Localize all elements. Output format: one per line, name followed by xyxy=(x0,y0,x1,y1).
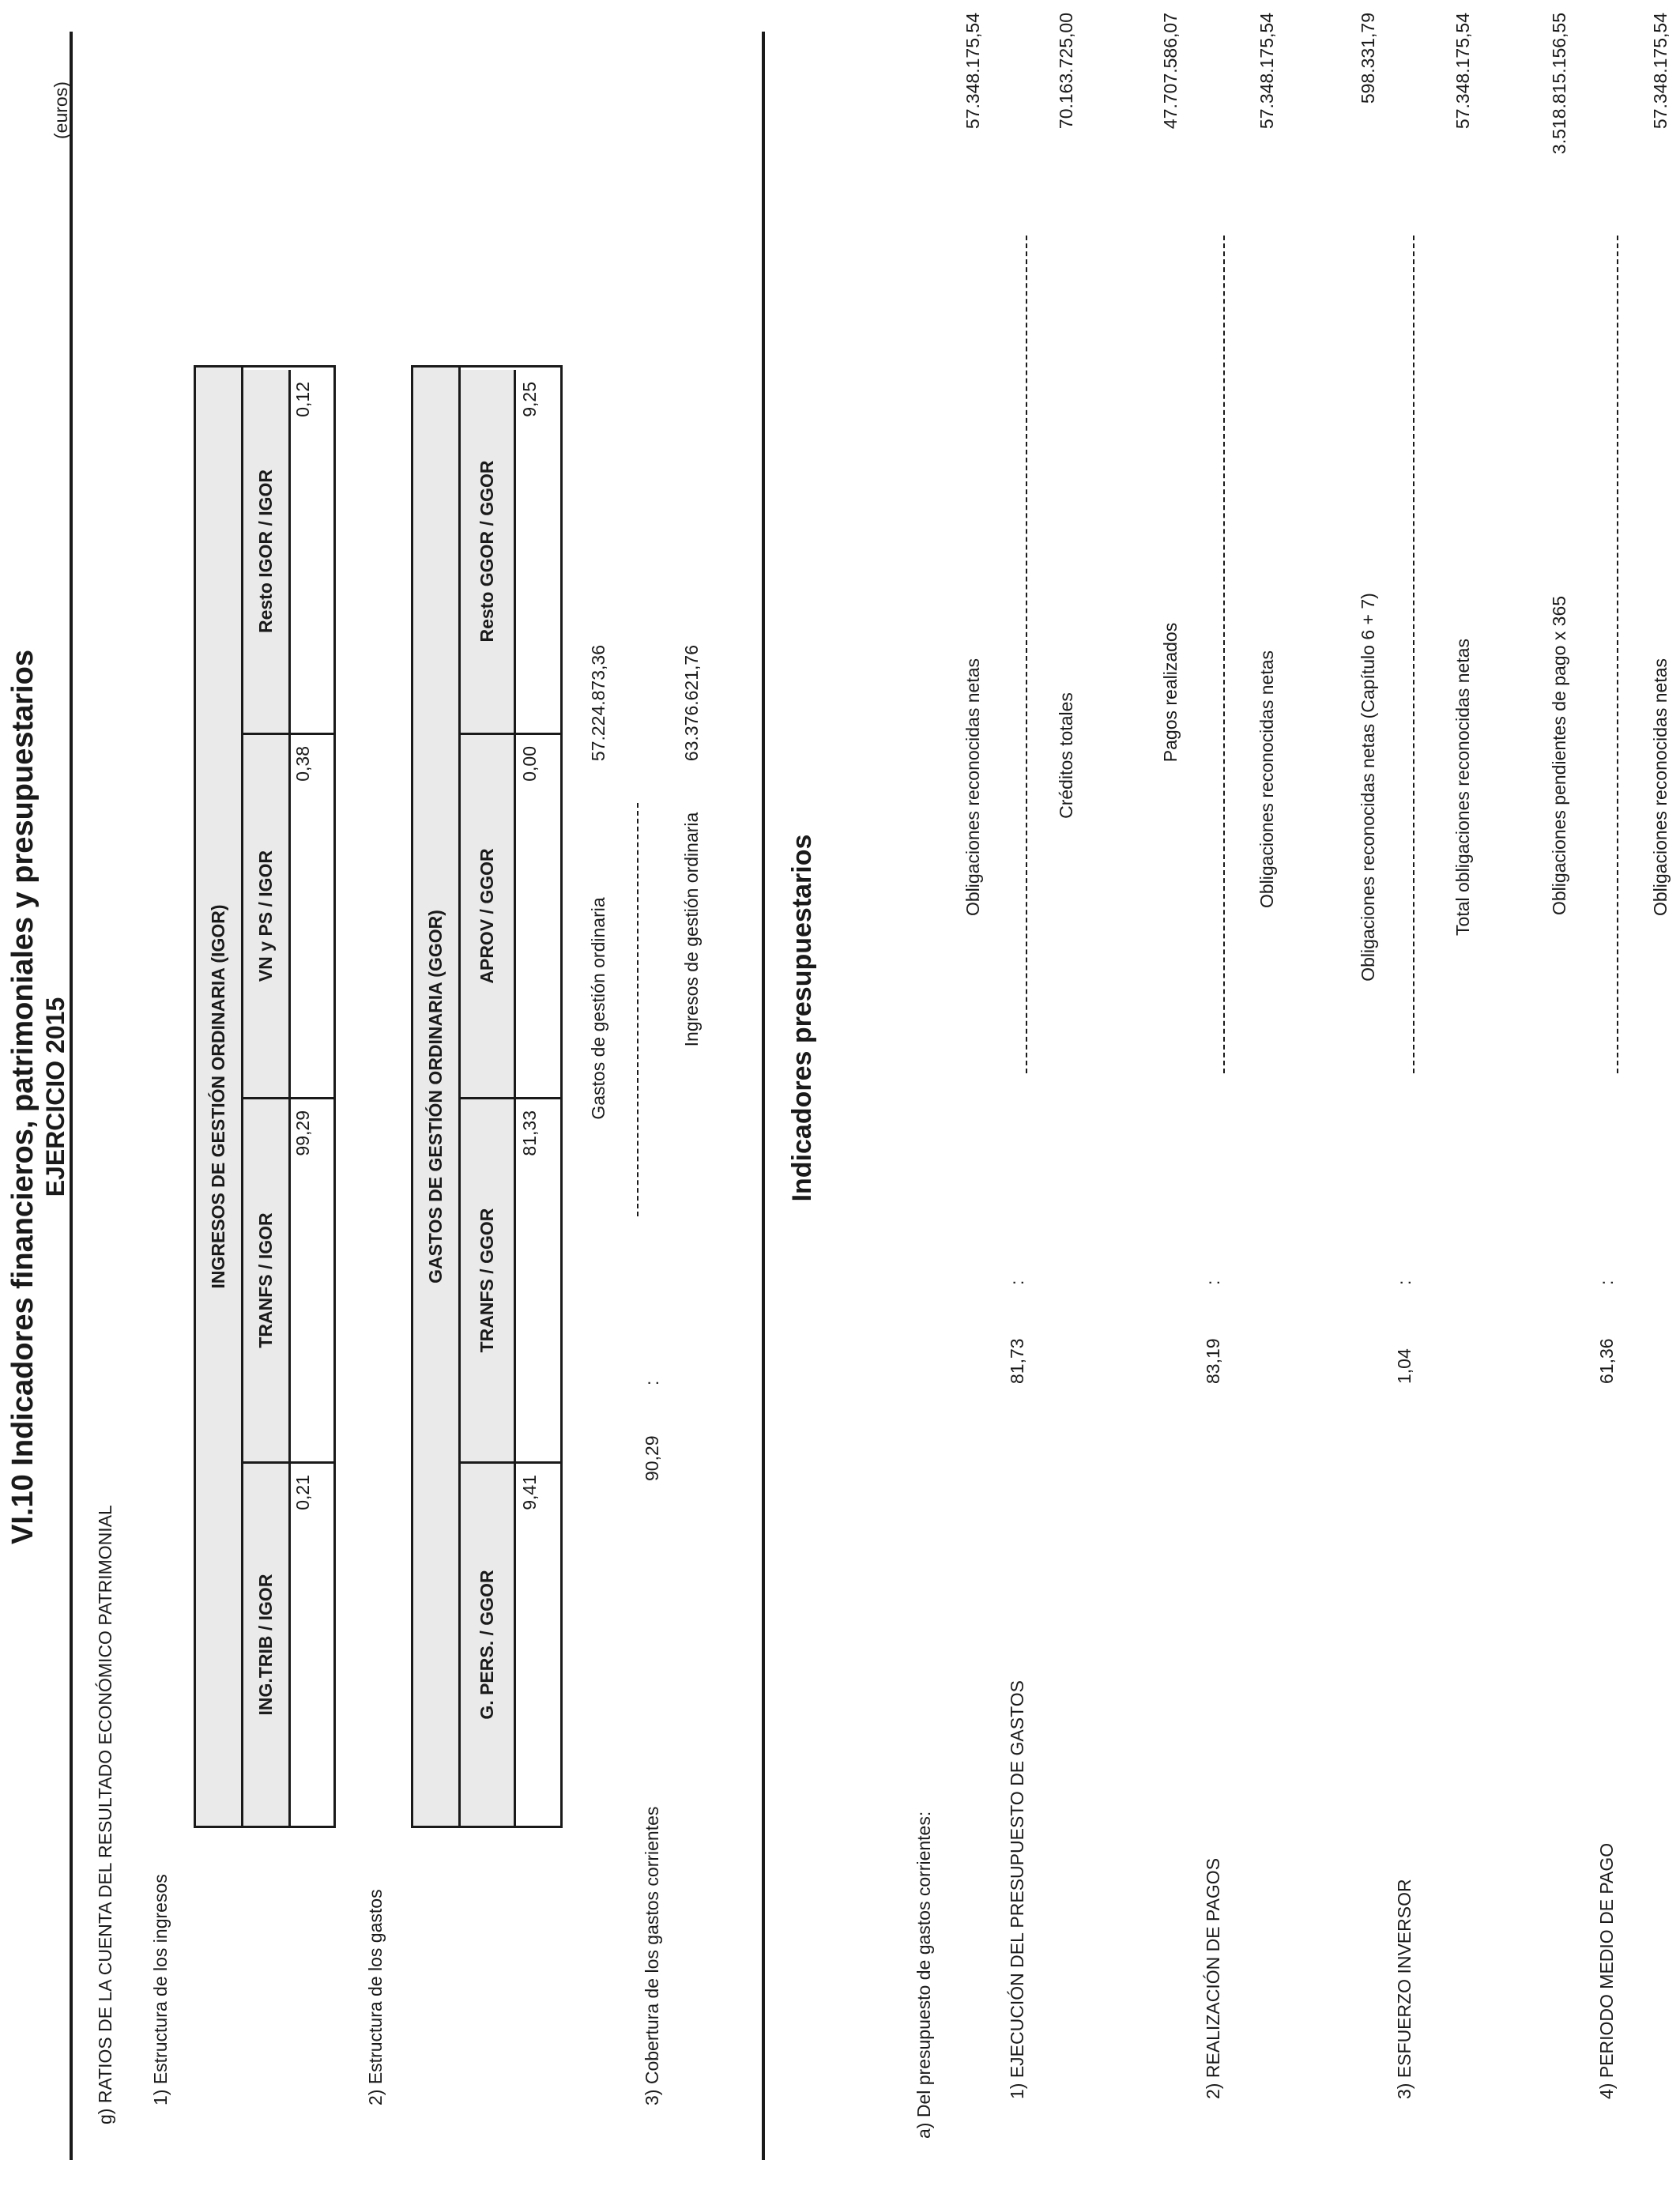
indicator-numerator-value: 598.331,79 xyxy=(1358,13,1378,104)
cobertura-numerator-label: Gastos de gestión ordinaria xyxy=(588,897,608,1120)
page-title: VI.10 Indicadores financieros, patrimoniales y presupuestarios xyxy=(6,650,40,1544)
fraction-bar xyxy=(1223,236,1225,1073)
gastos-col-header: APROV / GGOR xyxy=(461,735,516,1097)
ingresos-col-header: TRANFS / IGOR xyxy=(243,1099,291,1461)
indicator-colon: : xyxy=(1007,1280,1027,1285)
indicator-denominator-value: 57.348.175,54 xyxy=(1650,13,1671,130)
gastos-col-header: G. PERS. / GGOR xyxy=(461,1464,516,1826)
indicator-numerator-label: Obligaciones reconocidas netas (Capítulo 6 + 7) xyxy=(1358,593,1378,982)
indicator-value: 81,73 xyxy=(1007,1338,1027,1384)
indicator-denominator-value: 70.163.725,00 xyxy=(1056,13,1076,130)
cobertura-denominator-value: 63.376.621,76 xyxy=(681,645,702,762)
indicator-value: 1,04 xyxy=(1394,1348,1414,1384)
section-divider-rule xyxy=(762,32,765,2160)
indicator-label: 3) ESFUERZO INVERSOR xyxy=(1394,1879,1414,2099)
gastos-value: 81,33 xyxy=(519,1110,540,1156)
indicator-denominator-value: 57.348.175,54 xyxy=(1256,13,1277,130)
cobertura-denominator-label: Ingresos de gestión ordinaria xyxy=(681,812,702,1047)
gastos-table-title: GASTOS DE GESTIÓN ORDINARIA (GGOR) xyxy=(413,368,461,1826)
indicator-numerator-value: 47.707.586,07 xyxy=(1160,13,1181,130)
section-g-title: g) RATIOS DE LA CUENTA DEL RESULTADO ECONÓMICO PATRIMONIAL xyxy=(95,1505,115,2124)
cobertura-label: 3) Cobertura de los gastos corrientes xyxy=(642,1806,662,2105)
gastos-col-header: Resto GGOR / GGOR xyxy=(461,370,516,733)
column-divider xyxy=(461,1461,560,1464)
gastos-structure-label: 2) Estructura de los gastos xyxy=(365,1889,386,2105)
indicator-numerator-label: Pagos realizados xyxy=(1160,622,1181,763)
ingresos-value: 99,29 xyxy=(292,1110,313,1156)
indicator-numerator-label: Obligaciones reconocidas netas xyxy=(962,658,983,917)
indicator-denominator-label: Obligaciones reconocidas netas xyxy=(1256,650,1277,909)
ingresos-value: 0,12 xyxy=(292,382,313,417)
cobertura-numerator-value: 57.224.873,36 xyxy=(588,645,608,762)
ingresos-table xyxy=(194,365,336,1828)
indicator-label: 2) REALIZACIÓN DE PAGOS xyxy=(1203,1857,1223,2099)
indicator-denominator-label: Créditos totales xyxy=(1056,692,1076,819)
gastos-col-header: TRANFS / GGOR xyxy=(461,1099,516,1461)
cobertura-colon: : xyxy=(642,1380,662,1385)
indicator-denominator-value: 57.348.175,54 xyxy=(1452,13,1473,130)
units-label: (euros) xyxy=(51,81,71,139)
ingresos-value: 0,21 xyxy=(292,1475,313,1510)
indicator-numerator-value: 57.348.175,54 xyxy=(962,13,983,130)
page-subtitle: EJERCICIO 2015 xyxy=(41,997,70,1197)
indicator-label: 4) PERIODO MEDIO DE PAGO xyxy=(1596,1842,1617,2099)
indicator-colon: : xyxy=(1394,1280,1414,1285)
indicator-value: 83,19 xyxy=(1203,1338,1223,1384)
column-divider xyxy=(243,1097,333,1099)
column-divider xyxy=(461,733,560,735)
column-divider xyxy=(243,733,333,735)
indicator-label: 1) EJECUCIÓN DEL PRESUPUESTO DE GASTOS xyxy=(1007,1680,1027,2099)
cobertura-value: 90,29 xyxy=(642,1435,662,1481)
indicator-colon: : xyxy=(1203,1280,1223,1285)
fraction-bar xyxy=(1026,236,1027,1073)
top-rule xyxy=(70,32,73,2160)
ingresos-table-title: INGRESOS DE GESTIÓN ORDINARIA (IGOR) xyxy=(196,368,243,1826)
presupuestarios-intro: a) Del presupuesto de gastos corrientes: xyxy=(913,1811,934,2139)
fraction-bar xyxy=(637,803,638,1216)
gastos-table xyxy=(411,365,563,1828)
ingresos-structure-label: 1) Estructura de los ingresos xyxy=(150,1874,171,2105)
ingresos-col-header: Resto IGOR / IGOR xyxy=(243,370,291,733)
ingresos-col-header: VN y PS / IGOR xyxy=(243,735,291,1097)
gastos-value: 0,00 xyxy=(519,746,540,782)
indicator-numerator-value: 3.518.815.156,55 xyxy=(1549,13,1569,155)
indicator-numerator-label: Obligaciones pendientes de pago x 365 xyxy=(1549,595,1569,916)
gastos-value: 9,41 xyxy=(519,1475,540,1510)
indicator-colon: : xyxy=(1596,1280,1617,1285)
indicator-value: 61,36 xyxy=(1596,1338,1617,1384)
fraction-bar xyxy=(1617,236,1618,1073)
column-divider xyxy=(243,1461,333,1464)
ingresos-value: 0,38 xyxy=(292,746,313,782)
presupuestarios-heading: Indicadores presupuestarios xyxy=(787,834,817,1202)
indicator-denominator-label: Obligaciones reconocidas netas xyxy=(1650,658,1671,917)
indicator-denominator-label: Total obligaciones reconocidas netas xyxy=(1452,639,1473,936)
gastos-value: 9,25 xyxy=(519,382,540,417)
ingresos-col-header: ING.TRIB / IGOR xyxy=(243,1464,291,1826)
fraction-bar xyxy=(1413,236,1414,1073)
column-divider xyxy=(461,1097,560,1099)
